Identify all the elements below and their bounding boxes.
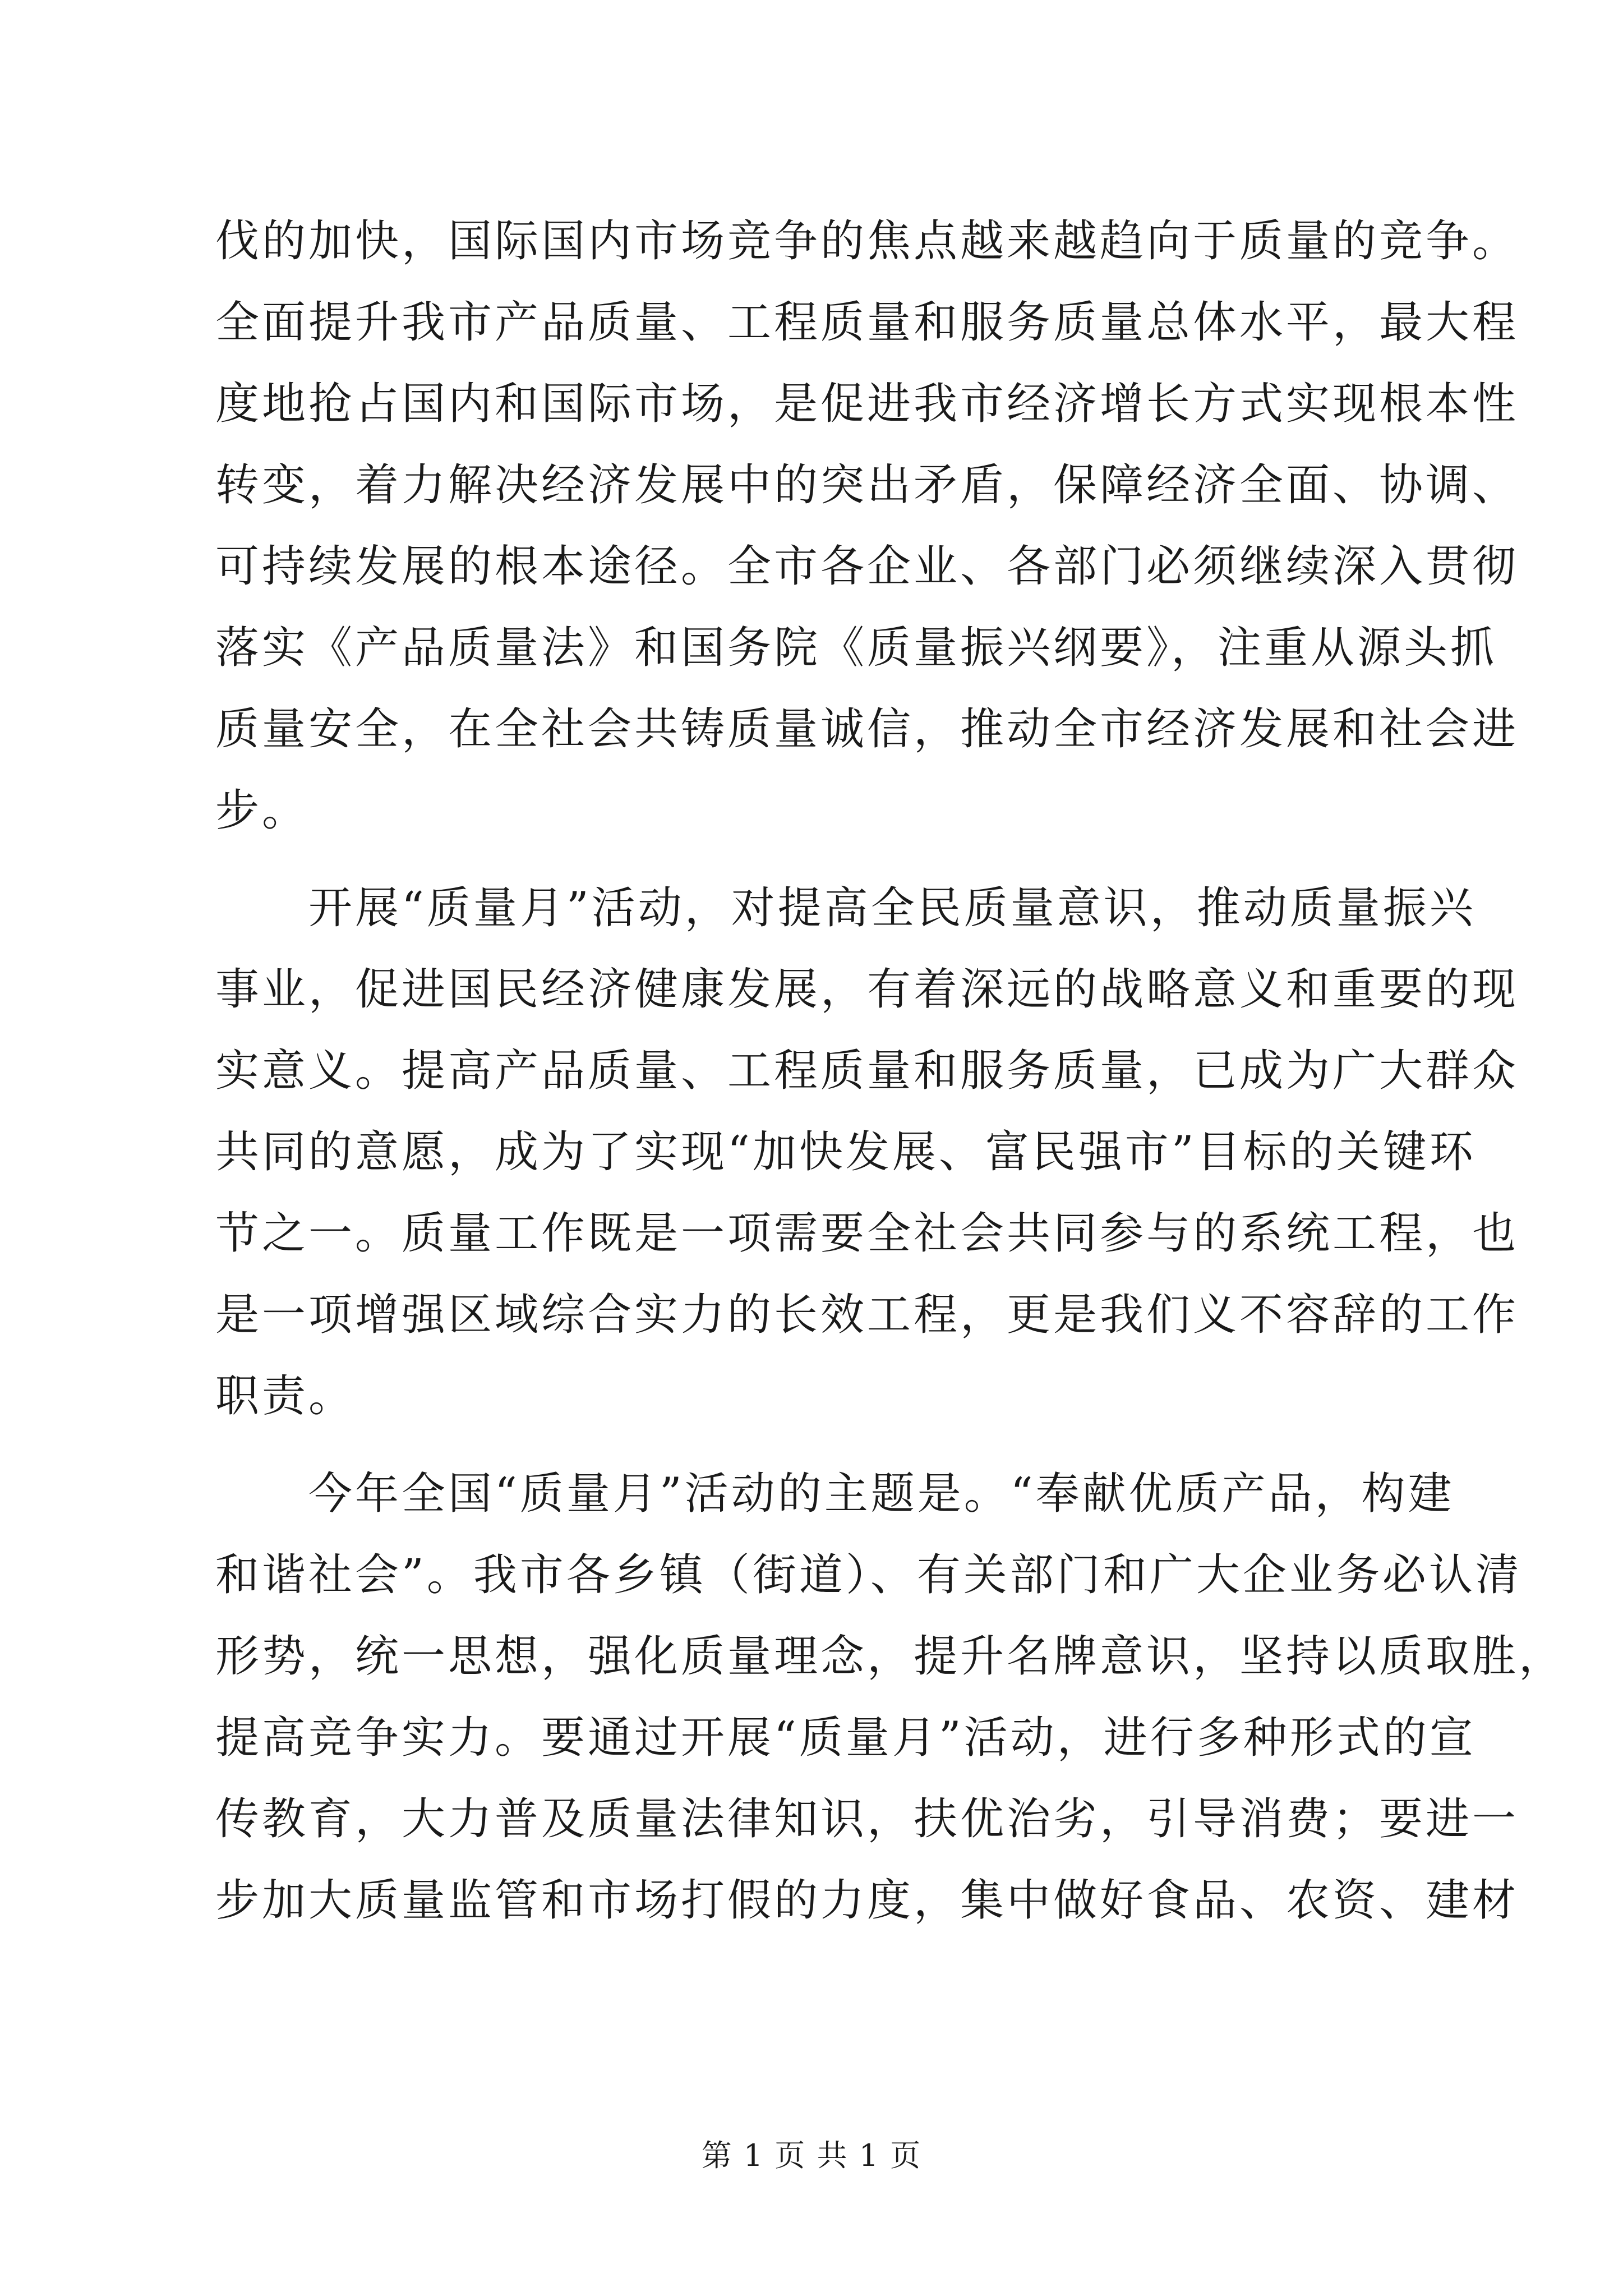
paragraph-2 <box>215 868 1519 1437</box>
text-line: 共同的意愿，成为了实现“加快发展、富民强市”目标的关键环 <box>215 1127 1476 1177</box>
text-line: 质量安全，在全社会共铸质量诚信，推动全市经济发展和社会进 <box>215 704 1519 754</box>
text-line: 落实《产品质量法》和国务院《质量振兴纲要》，注重从源头抓 <box>215 623 1497 673</box>
paragraph-spacer <box>215 852 1427 868</box>
text-line: 职责。 <box>215 1371 356 1421</box>
page-footer <box>0 2132 1623 2175</box>
text-line: 提高竞争实力。要通过开展“质量月”活动，进行多种形式的宣 <box>215 1713 1476 1763</box>
text-line: 今年全国“质量月”活动的主题是。“奉献优质产品，构建 <box>215 1469 1455 1519</box>
paragraph-1 <box>215 201 1519 852</box>
text-line: 形势，统一思想，强化质量理念，提升名牌意识，坚持以质取胜， <box>215 1631 1566 1682</box>
text-line: 转变，着力解决经济发展中的突出矛盾，保障经济全面、协调、 <box>215 460 1519 510</box>
text-line: 和谐社会”。我市各乡镇（街道）、有关部门和广大企业务必认清 <box>215 1550 1522 1600</box>
text-line: 实意义。提高产品质量、工程质量和服务质量，已成为广大群众 <box>215 1046 1519 1096</box>
text-line: 事业，促进国民经济健康发展，有着深远的战略意义和重要的现 <box>215 964 1519 1015</box>
text-line: 是一项增强区域综合实力的长效工程，更是我们义不容辞的工作 <box>215 1290 1519 1340</box>
text-line: 开展“质量月”活动，对提高全民质量意识，推动质量振兴 <box>215 883 1476 933</box>
body-text <box>215 201 1566 1941</box>
text-line: 度地抢占国内和国际市场，是促进我市经济增长方式实现根本性 <box>215 379 1519 429</box>
page-number-label: 第 1 页 共 1 页 <box>701 2138 922 2173</box>
text-line: 传教育，大力普及质量法律知识，扶优治劣，引导消费；要进一 <box>215 1794 1519 1844</box>
text-line: 全面提升我市产品质量、工程质量和服务质量总体水平，最大程 <box>215 297 1519 348</box>
text-line: 步加大质量监管和市场打假的力度，集中做好食品、农资、建材 <box>215 1875 1519 1926</box>
text-line: 步。 <box>215 785 309 836</box>
text-line: 可持续发展的根本途径。全市各企业、各部门必须继续深入贯彻 <box>215 541 1519 592</box>
paragraph-spacer <box>215 1437 1427 1453</box>
text-line: 节之一。质量工作既是一项需要全社会共同参与的系统工程，也 <box>215 1208 1519 1259</box>
text-line: 伐的加快，国际国内市场竞争的焦点越来越趋向于质量的竞争。 <box>215 216 1519 266</box>
paragraph-3 <box>215 1453 1566 1941</box>
